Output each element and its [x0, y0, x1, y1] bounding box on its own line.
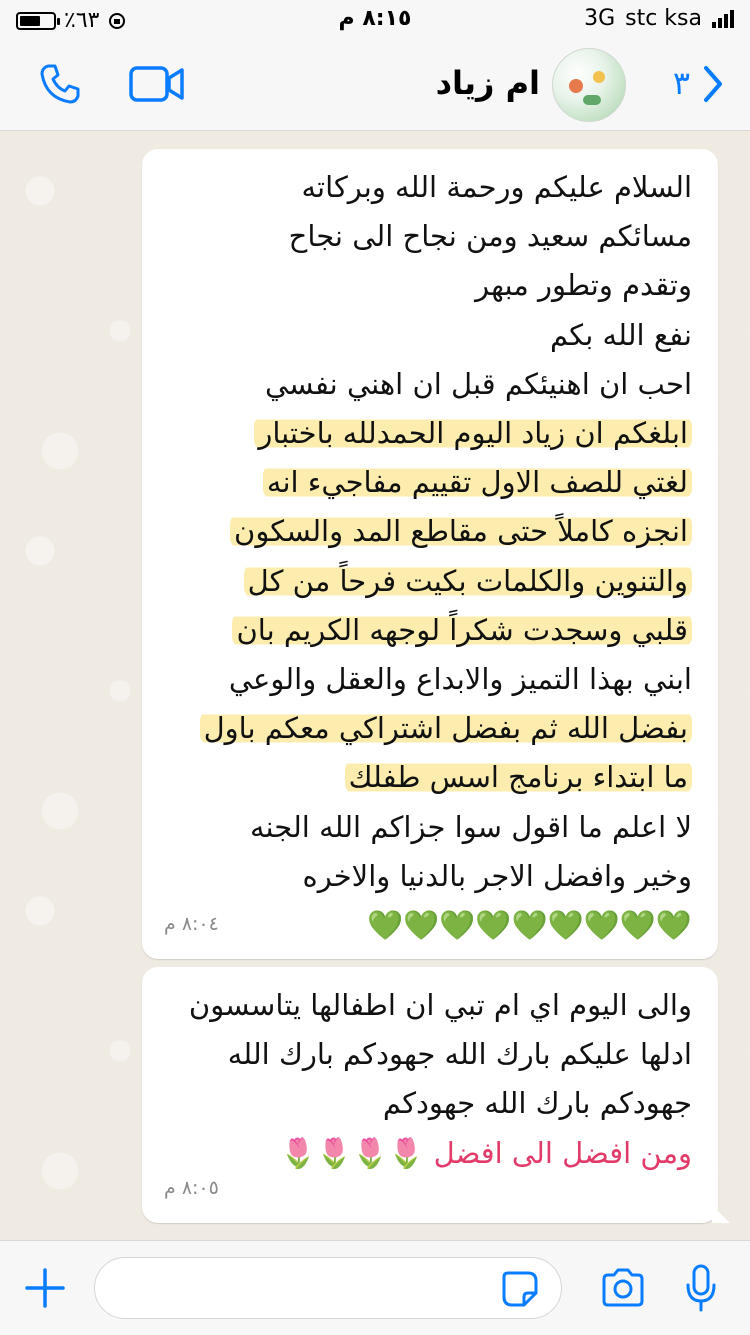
- message-line: ادلها عليكم بارك الله جهودكم بارك الله: [227, 1037, 692, 1072]
- message-line: ابني بهذا التميز والابداع والعقل والوعي: [228, 662, 692, 697]
- highlighted-line: ما ابتداء برنامج اسس طفلك: [345, 760, 692, 794]
- video-camera-icon[interactable]: [128, 62, 186, 106]
- message-input[interactable]: [94, 1257, 562, 1319]
- message-line: احب ان اهنيئكم قبل ان اهني نفسي: [264, 366, 692, 401]
- message-line: نفع الله بكم: [549, 317, 692, 352]
- highlighted-line: ابلغكم ان زياد اليوم الحمدلله باختبار: [254, 416, 692, 450]
- highlighted-line: والتنوين والكلمات بكيت فرحاً من كل: [244, 564, 692, 598]
- plus-icon[interactable]: [24, 1267, 66, 1309]
- signal-icon: [712, 10, 734, 28]
- message-line: ومن افضل الى افضل 🌷🌷🌷🌷: [279, 1135, 692, 1170]
- carrier-area: [584, 6, 734, 31]
- sticker-icon[interactable]: [500, 1269, 540, 1309]
- message-bubble[interactable]: [142, 149, 718, 959]
- highlighted-line: بفضل الله ثم بفضل اشتراكي معكم باول: [200, 711, 692, 745]
- message-line: وخير وافضل الاجر بالدنيا والاخره: [302, 858, 692, 893]
- chat-area[interactable]: [0, 131, 750, 1239]
- message-line: والى اليوم اي ام تبي ان اطفالها يتاسسون: [188, 988, 692, 1022]
- camera-icon[interactable]: [600, 1267, 646, 1309]
- microphone-icon[interactable]: [684, 1263, 718, 1313]
- avatar[interactable]: [552, 48, 626, 122]
- message-line: لا اعلم ما اقول سوا جزاكم الله الجنه: [249, 809, 692, 844]
- message-timestamp: ٨:٠٤ م: [164, 912, 219, 935]
- unread-count[interactable]: ٣: [672, 64, 690, 102]
- carrier-name: stc ksa: [625, 6, 702, 31]
- chevron-back-icon[interactable]: [700, 64, 726, 104]
- contact-name[interactable]: ام زياد: [435, 64, 540, 102]
- highlighted-line: لغتي للصف الاول تقييم مفاجيء انه: [263, 465, 692, 499]
- status-bar: [0, 0, 750, 40]
- message-line: وتقدم وتطور مبهر: [475, 268, 692, 303]
- chat-header: [0, 40, 750, 131]
- status-time: ٨:١٥ م: [338, 6, 412, 31]
- highlighted-line: انجزه كاملاً حتى مقاطع المد والسكون: [230, 514, 692, 548]
- input-bar: [0, 1240, 750, 1335]
- message-line: السلام عليكم ورحمة الله وبركاته: [301, 170, 692, 204]
- battery-percentage: ٪٦٣: [64, 8, 100, 33]
- message-line: مسائكم سعيد ومن نجاح الى نجاح: [288, 219, 692, 254]
- message-timestamp: ٨:٠٥ م: [164, 1176, 219, 1199]
- message-line: جهودكم بارك الله جهودكم: [382, 1086, 692, 1121]
- network-type: 3G: [584, 6, 616, 31]
- message-bubble[interactable]: [142, 967, 718, 1223]
- phone-icon[interactable]: [36, 60, 84, 108]
- heart-emoji-line: 💚💚💚💚💚💚💚💚💚: [367, 908, 692, 943]
- highlighted-line: قلبي وسجدت شكراً لوجهه الكريم بان: [232, 613, 692, 647]
